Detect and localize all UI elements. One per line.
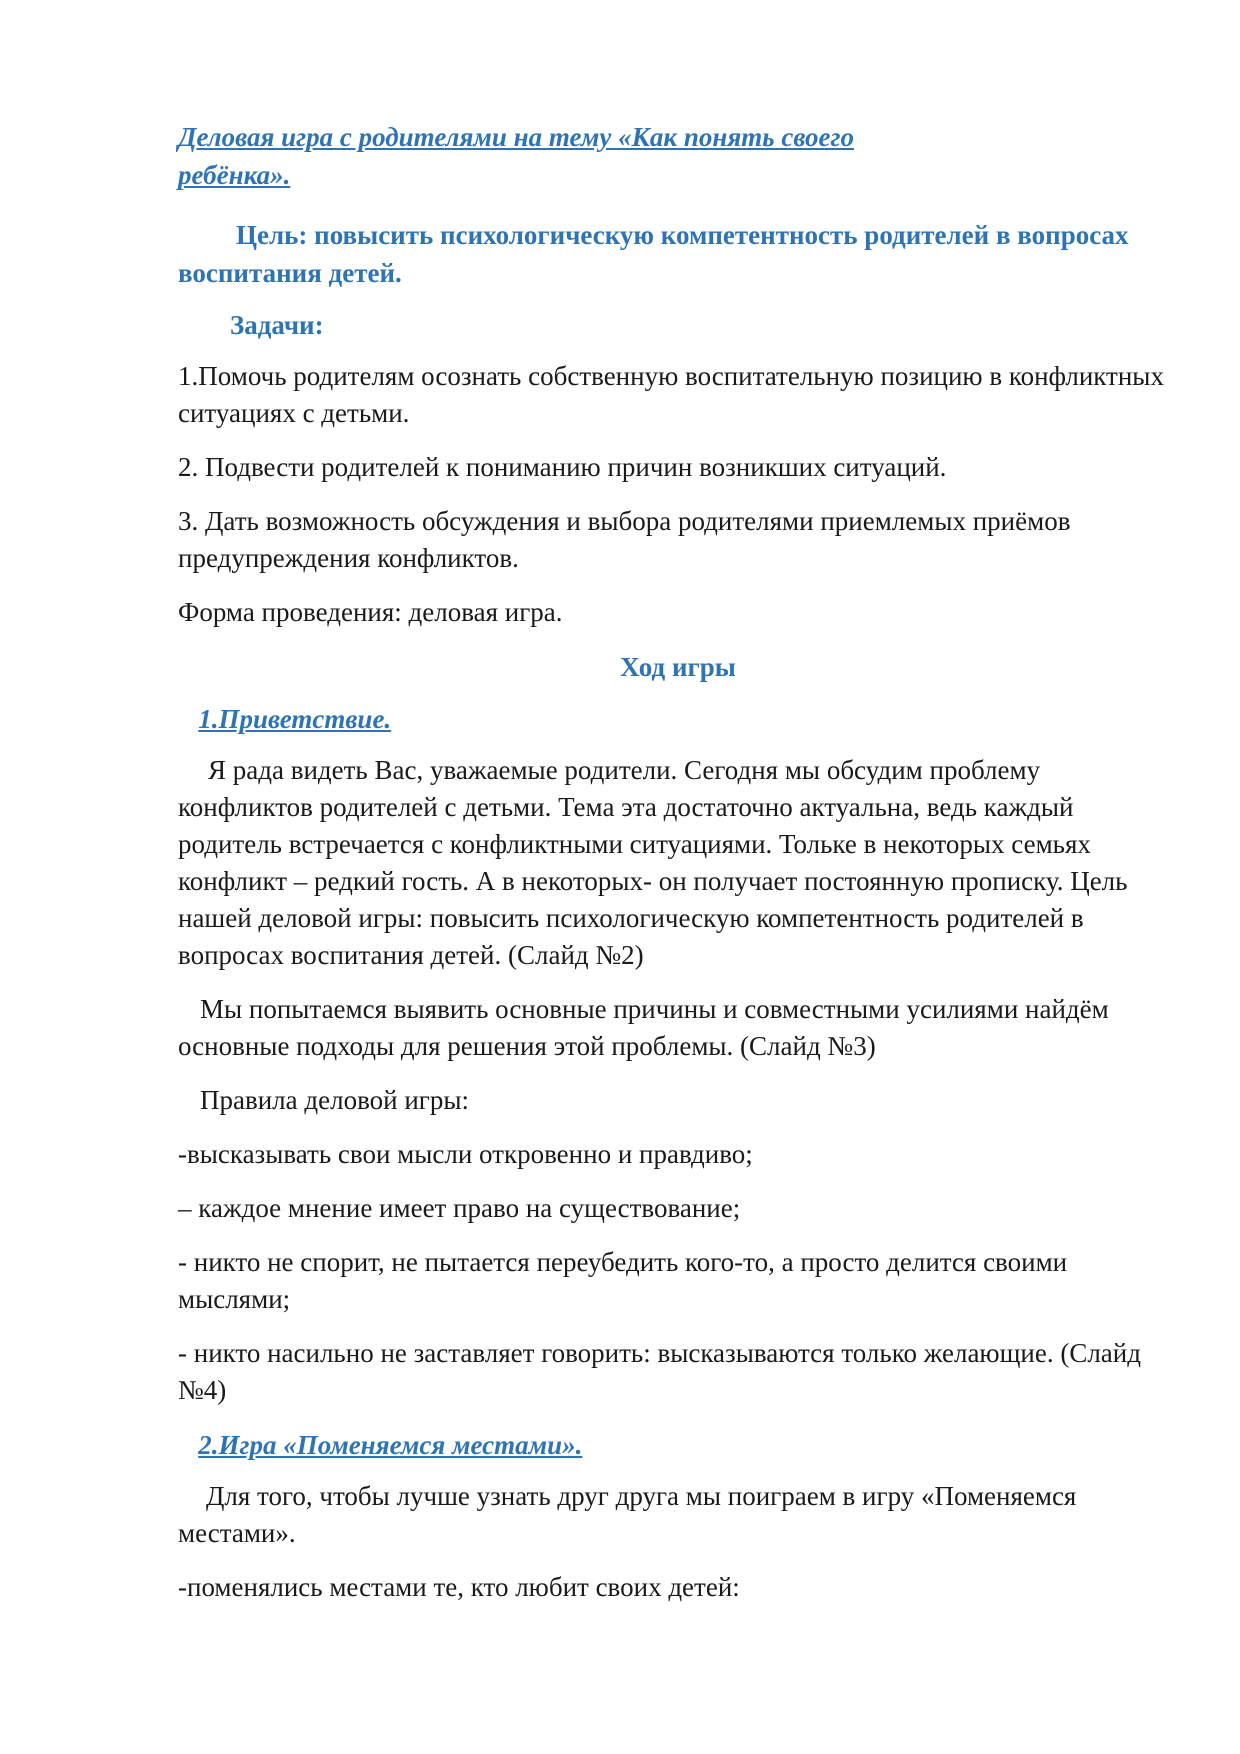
tasks-heading: Задачи: <box>230 310 324 340</box>
task-item-3: 3. Дать возможность обсуждения и выбора родителями приемлемых приёмов предупреждения конфликтов. <box>178 506 1071 573</box>
greeting-paragraph: Я рада видеть Вас, уважаемые родители. Сегодня мы обсудим проблему конфликтов родителей с детьми. Тема эта достаточно актуальна, ведь каждый родитель встречается с конфликтными ситуациями. Тольке в некоторых семьях конфликт – редкий гость. А в некоторых- он получает постоянную прописку. Цель нашей деловой игры: повысить психологическую компетентность родителей в вопросах воспитания детей. (Слайд №2) <box>178 755 1128 970</box>
rule-item-2: – каждое мнение имеет право на существование; <box>178 1193 741 1223</box>
task-item-1: 1.Помочь родителям осознать собственную воспитательную позицию в конфликтных ситуациях с детьми. <box>178 361 1164 428</box>
rules-heading: Правила деловой игры: <box>200 1085 470 1115</box>
goal-statement: Цель: повысить психологическую компетентность родителей в вопросах воспитания детей. <box>178 220 1129 288</box>
document-title: Деловая игра с родителями на тему «Как понять своего ребёнка». <box>178 122 854 190</box>
rule-item-1: -высказывать свои мысли откровенно и правдиво; <box>178 1139 753 1169</box>
section-heading-greeting <box>178 700 1178 738</box>
section-heading-game-text: 2.Игра «Поменяемся местами». <box>198 1430 583 1460</box>
document-page <box>178 118 1178 1623</box>
game-intro-paragraph: Для того, чтобы лучше узнать друг друга мы поиграем в игру «Поменяемся местами». <box>178 1481 1077 1548</box>
game-instruction: -поменялись местами те, кто любит своих детей: <box>178 1572 740 1602</box>
task-item-2: 2. Подвести родителей к пониманию причин возникших ситуаций. <box>178 452 947 482</box>
course-heading: Ход игры <box>620 652 736 682</box>
rule-item-3: - никто не спорит, не пытается переубедить кого-то, а просто делится своими мыслями; <box>178 1247 1068 1314</box>
section-heading-greeting-text: 1.Приветствие. <box>198 704 392 734</box>
section-heading-game <box>178 1426 1178 1464</box>
form-statement: Форма проведения: деловая игра. <box>178 597 563 627</box>
causes-paragraph: Мы попытаемся выявить основные причины и совместными усилиями найдём основные подходы для решения этой проблемы. (Слайд №3) <box>178 994 1109 1061</box>
rule-item-4: - никто насильно не заставляет говорить: высказываются только желающие. (Слайд №4) <box>178 1338 1141 1405</box>
